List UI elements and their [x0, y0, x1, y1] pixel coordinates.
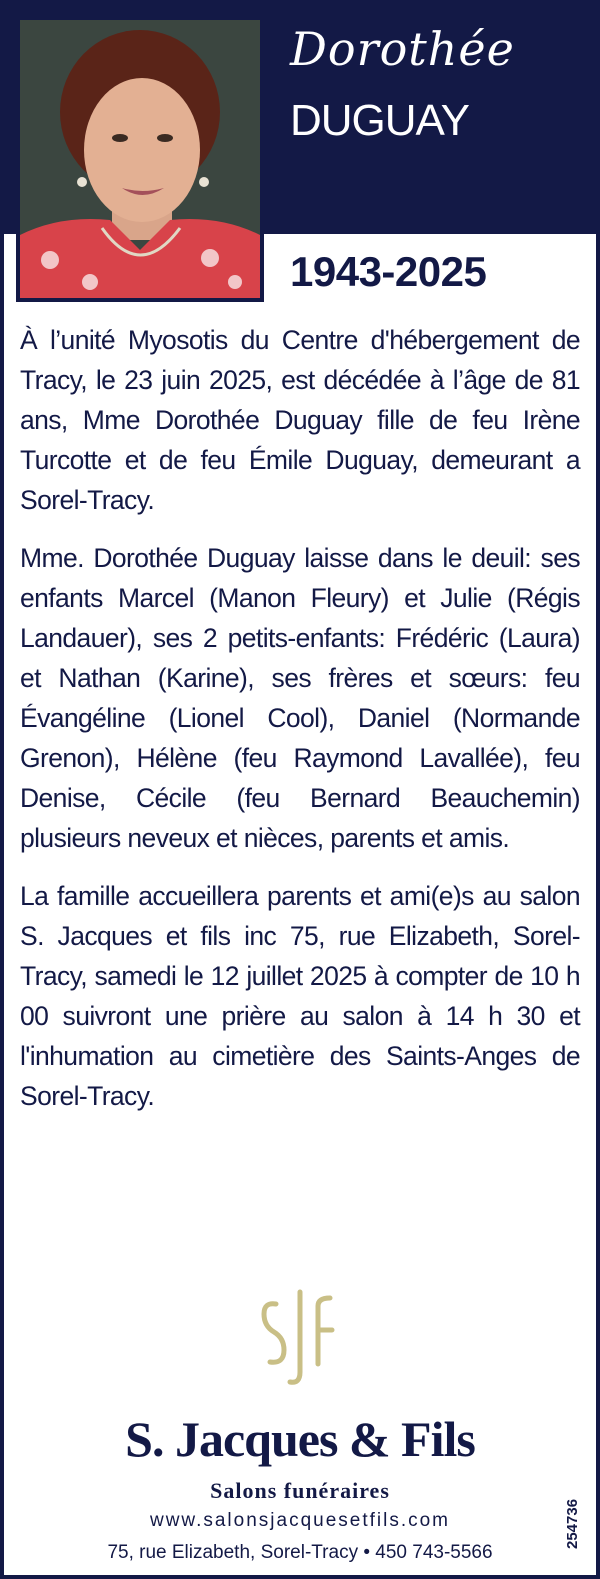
paragraph-family: Mme. Dorothée Duguay laisse dans le deuil: ses enfants Marcel (Manon Fleury) et Julie (Régis Landauer), ses 2 petits-enfants: Frédéric (Laura) et Nathan (Karine), ses frères et sœurs: feu Évangéline (Lionel Cool), Daniel (Normande Grenon), Hélène (feu Raymond Lavallée), feu Denise, Cécile (feu Bernard Beauchemin) plusieurs neveux et nièces, parents et amis. — [20, 543, 580, 853]
sjf-monogram-icon — [250, 1284, 350, 1394]
brand-name: S. Jacques & Fils — [125, 1411, 475, 1467]
portrait-photo — [16, 16, 264, 302]
brand-subtitle: Salons funéraires — [210, 1478, 390, 1503]
ad-number: 254736 — [564, 1498, 581, 1549]
life-years: 1943-2025 — [290, 248, 487, 295]
website-link[interactable]: www.salonsjacquesetfils.com — [149, 1510, 451, 1531]
paragraph-death: À l’unité Myosotis du Centre d'hébergement de Tracy, le 23 juin 2025, est décédée à l’âge de 81 ans, Mme Dorothée Duguay fille de feu Irène Turcotte et de feu Émile Duguay, demeurant a Sorel-Tracy. — [20, 325, 580, 515]
paragraph-arrangements: La famille accueillera parents et ami(e)s au salon S. Jacques et fils inc 75, rue Elizabeth, Sorel-Tracy, samedi le 12 juillet 2025 à compter de 10 h 00 suivront une prière au salon à 14 h 30 et l'inhumation au cimetière des Saints-Anges de Sorel-Tracy. — [20, 881, 580, 1111]
funeral-home-logo — [4, 1284, 596, 1564]
last-name: DUGUAY — [290, 96, 469, 145]
obituary-body — [20, 320, 580, 1134]
portrait-image — [20, 20, 260, 298]
first-name: Dorothée — [290, 22, 515, 76]
address-phone: 75, rue Elizabeth, Sorel-Tracy • 450 743-5566 — [107, 1542, 493, 1563]
